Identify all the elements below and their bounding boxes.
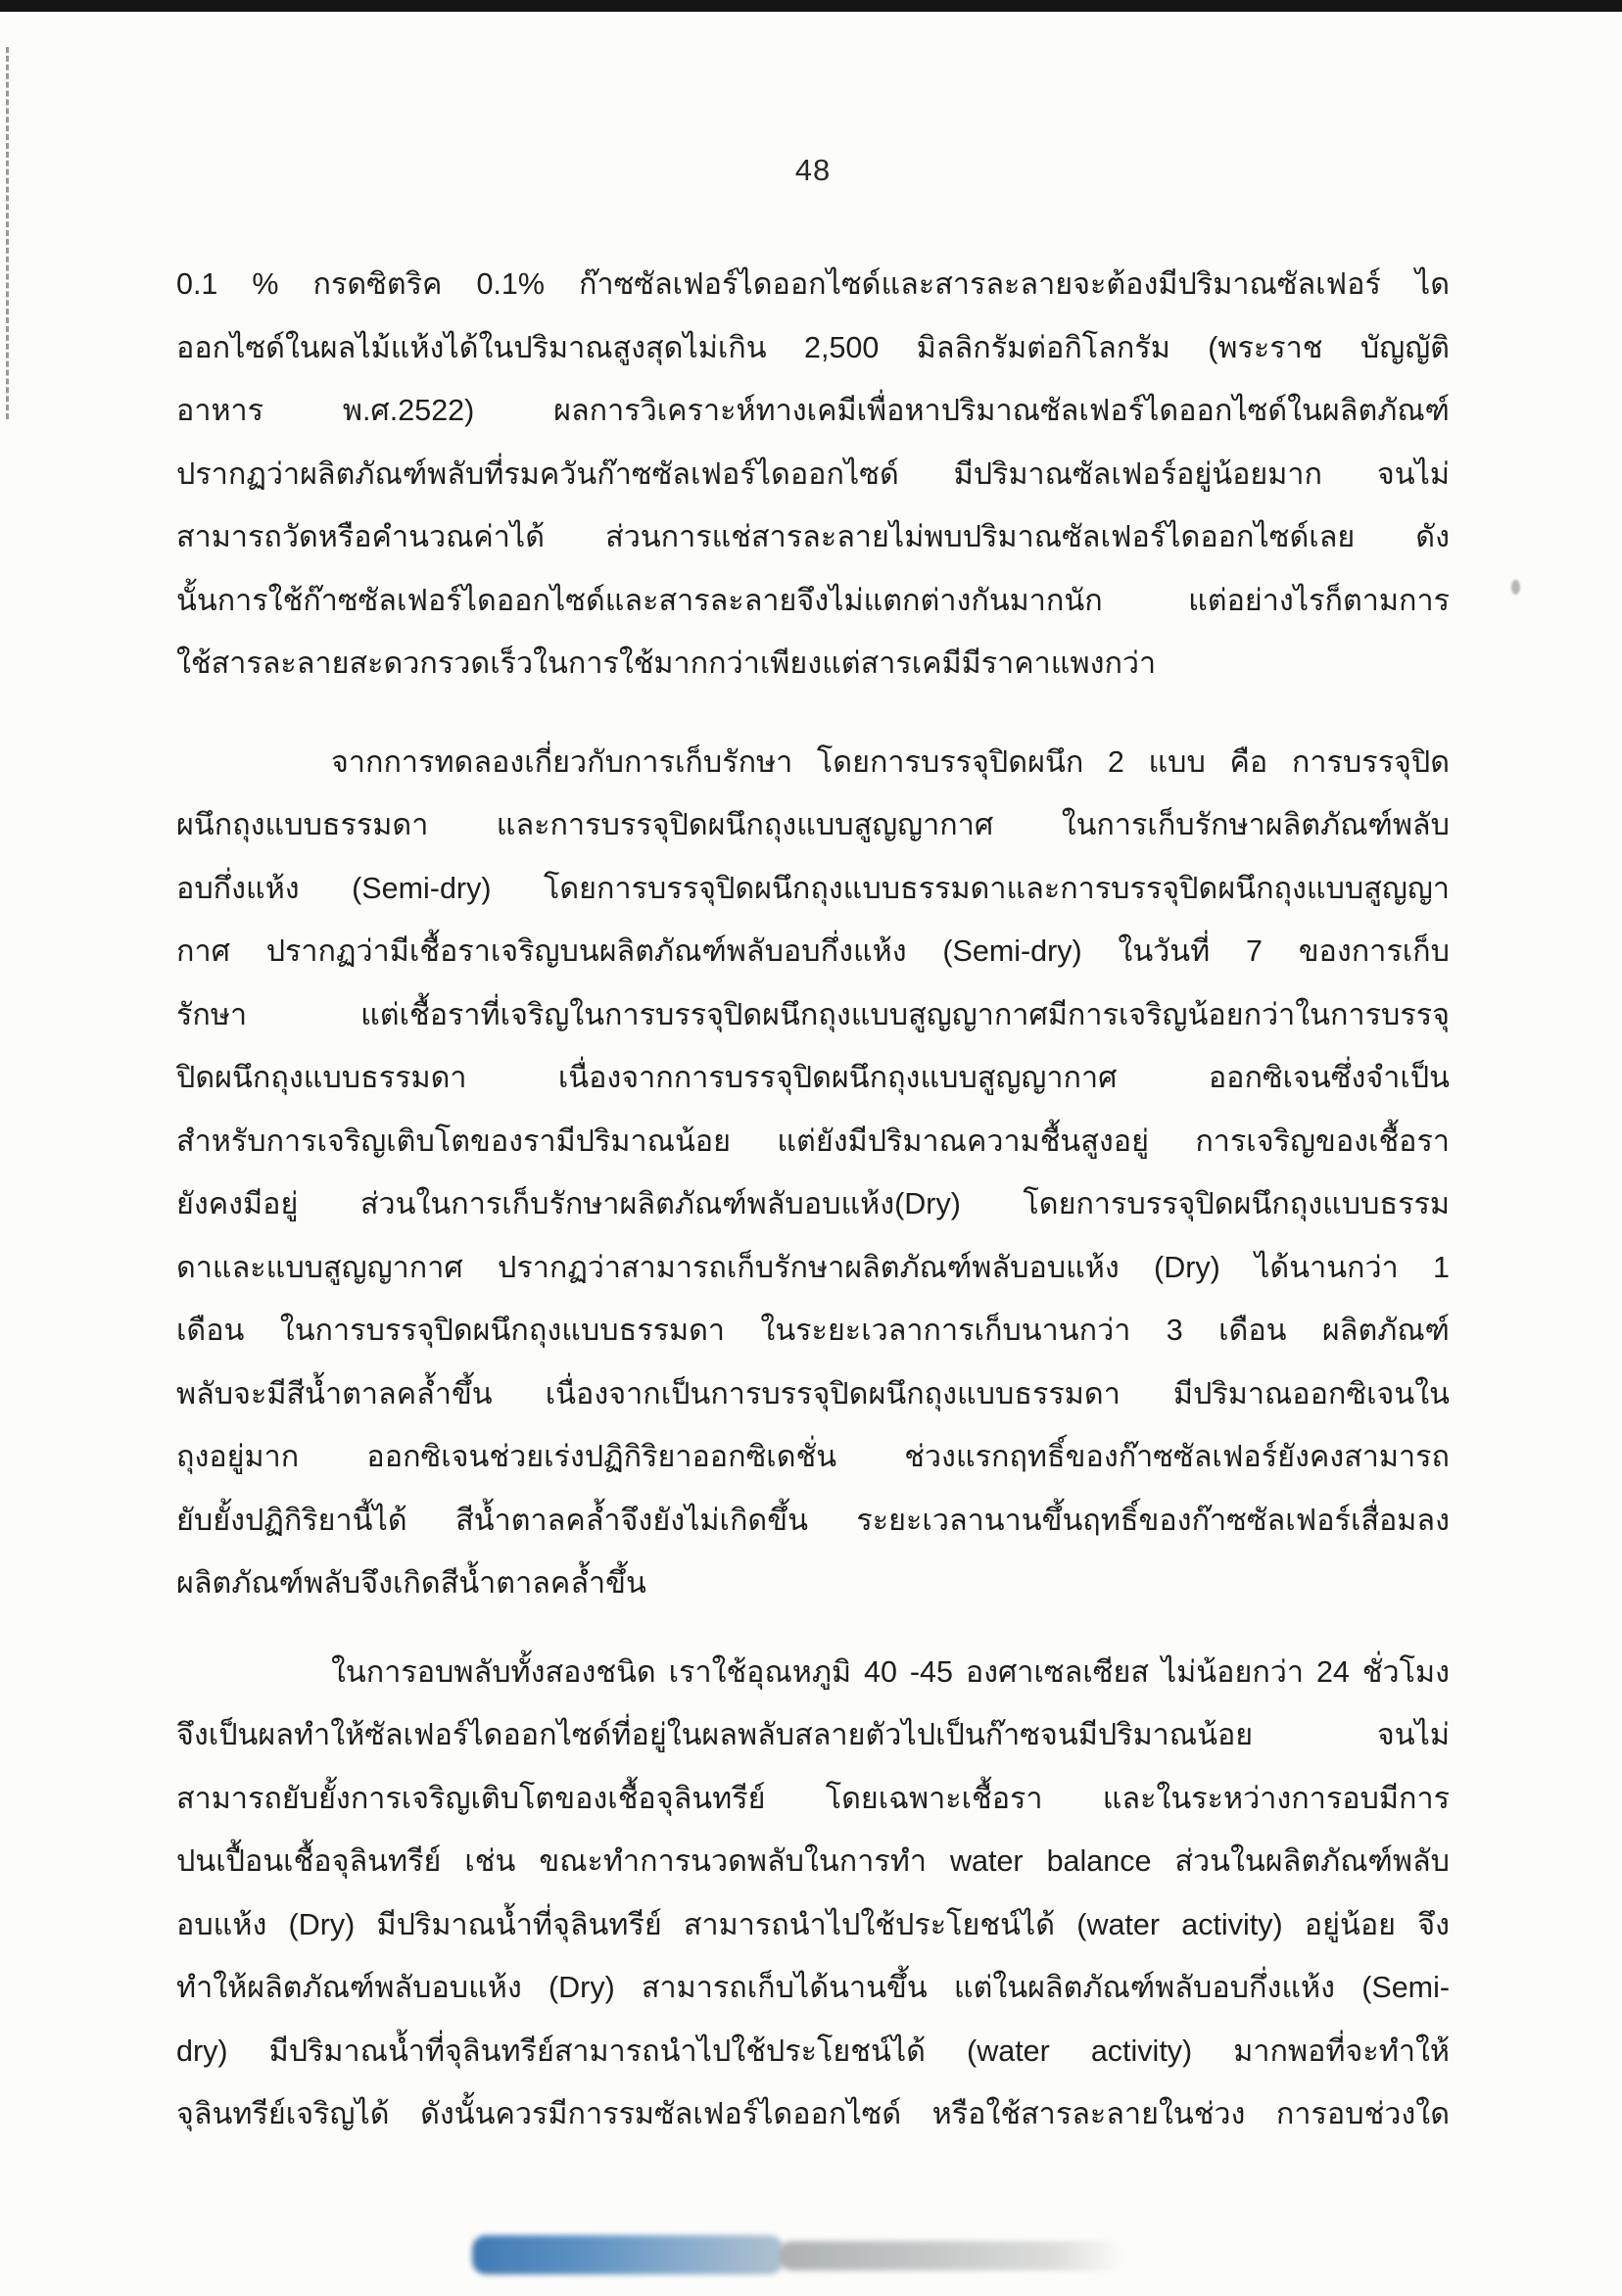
scan-smudge-gray-artifact	[780, 2241, 1124, 2271]
text-line: 0.1 % กรดซิตริค 0.1% ก๊าซซัลเฟอร์ไดออกไซด์และสารละลายจะต้องมีปริมาณซัลเฟอร์ ได	[176, 267, 1450, 301]
scan-smudge-blue-artifact	[472, 2235, 784, 2274]
paragraph-2	[176, 731, 1450, 1615]
text-line: กาศ ปรากฏว่ามีเชื้อราเจริญบนผลิตภัณฑ์พลับอบกึ่งแห้ง (Semi-dry) ในวันที่ 7 ของการเก็บ	[176, 934, 1450, 968]
text-line: จึงเป็นผลทำให้ซัลเฟอร์ไดออกไซด์ที่อยู่ในผลพลับสลายตัวไปเป็นก๊าซจนมีปริมาณน้อย จนไม่	[176, 1718, 1450, 1751]
text-line: รักษา แต่เชื้อราที่เจริญในการบรรจุปิดผนึกถุงแบบสูญญากาศมีการเจริญน้อยกว่าในการบรรจุ	[176, 997, 1450, 1031]
text-block	[176, 253, 1450, 2146]
text-line: อบแห้ง (Dry) มีปริมาณน้ำที่จุลินทรีย์ สามารถนำไปใช้ประโยชน์ได้ (water activity) อยู่น้อย จึง	[176, 1907, 1450, 1941]
text-line: อบกึ่งแห้ง (Semi-dry) โดยการบรรจุปิดผนึกถุงแบบธรรมดาและการบรรจุปิดผนึกถุงแบบสูญญา	[176, 871, 1450, 905]
text-line: จากการทดลองเกี่ยวกับการเก็บรักษา โดยการบรรจุปิดผนึก 2 แบบ คือ การบรรจุปิด	[331, 744, 1450, 779]
text-line: จุลินทรีย์เจริญได้ ดังนั้นควรมีการรมซัลเฟอร์ไดออกไซด์ หรือใช้สารละลายในช่วง การอบช่วงใด	[176, 2097, 1450, 2130]
paragraph-1	[176, 253, 1450, 695]
scan-speck-artifact	[1511, 580, 1520, 595]
text-line: สำหรับการเจริญเติบโตของรามีปริมาณน้อย แต่ยังมีปริมาณความชื้นสูงอยู่ การเจริญของเชื้อรา	[176, 1124, 1450, 1158]
text-line: ออกไซด์ในผลไม้แห้งได้ในปริมาณสูงสุดไม่เกิน 2,500 มิลลิกรัมต่อกิโลกรัม (พระราช บัญญัติ	[176, 330, 1450, 364]
paragraph-3	[176, 1641, 1450, 2146]
text-line: ผนึกถุงแบบธรรมดา และการบรรจุปิดผนึกถุงแบบสูญญากาศ ในการเก็บรักษาผลิตภัณฑ์พลับ	[176, 808, 1450, 841]
text-line: อาหาร พ.ศ.2522) ผลการวิเคราะห์ทางเคมีเพื่อหาปริมาณซัลเฟอร์ไดออกไซด์ในผลิตภัณฑ์	[176, 394, 1450, 427]
text-line: สามารถวัดหรือคำนวณค่าได้ ส่วนการแช่สารละลายไม่พบปริมาณซัลเฟอร์ไดออกไซด์เลย ดัง	[176, 520, 1450, 553]
text-line: พลับจะมีสีน้ำตาลคล้ำขึ้น เนื่องจากเป็นการบรรจุปิดผนึกถุงแบบธรรมดา มีปริมาณออกซิเจนใน	[176, 1376, 1450, 1411]
text-line: dry) มีปริมาณน้ำที่จุลินทรีย์สามารถนำไปใช้ประโยชน์ได้ (water activity) มากพอที่จะทำให้	[176, 2033, 1450, 2068]
text-line: ในการอบพลับทั้งสองชนิด เราใช้อุณหภูมิ 40 -45 องศาเซลเซียส ไม่น้อยกว่า 24 ชั่วโมง	[331, 1654, 1450, 1689]
text-line: ยังคงมีอยู่ ส่วนในการเก็บรักษาผลิตภัณฑ์พลับอบแห้ง(Dry) โดยการบรรจุปิดผนึกถุงแบบธรรม	[176, 1187, 1450, 1220]
text-line: ปิดผนึกถุงแบบธรรมดา เนื่องจากการบรรจุปิดผนึกถุงแบบสูญญากาศ ออกซิเจนซึ่งจำเป็น	[176, 1061, 1450, 1094]
text-line: ปนเปื้อนเชื้อจุลินทรีย์ เช่น ขณะทำการนวดพลับในการทำ water balance ส่วนในผลิตภัณฑ์พลับ	[176, 1844, 1450, 1878]
scan-top-edge-artifact	[0, 0, 1622, 12]
text-line: สามารถยับยั้งการเจริญเติบโตของเชื้อจุลินทรีย์ โดยเฉพาะเชื้อรา และในระหว่างการอบมีการ	[176, 1781, 1450, 1815]
text-line: นั้นการใช้ก๊าซซัลเฟอร์ไดออกไซด์และสารละลายจึงไม่แตกต่างกันมากนัก แต่อย่างไรก็ตามการ	[176, 583, 1450, 617]
page-number: 48	[794, 153, 832, 187]
text-line: ทำให้ผลิตภัณฑ์พลับอบแห้ง (Dry) สามารถเก็บได้นานขึ้น แต่ในผลิตภัณฑ์พลับอบกึ่งแห้ง (Semi-	[176, 1971, 1450, 2004]
text-line: ใช้สารละลายสะดวกรวดเร็วในการใช้มากกว่าเพียงแต่สารเคมีมีราคาแพงกว่า	[176, 646, 1157, 680]
text-line: เดือน ในการบรรจุปิดผนึกถุงแบบธรรมดา ในระยะเวลาการเก็บนานกว่า 3 เดือน ผลิตภัณฑ์	[176, 1314, 1450, 1347]
scan-left-dash-artifact	[6, 47, 9, 419]
text-line: ผลิตภัณฑ์พลับจึงเกิดสีน้ำตาลคล้ำขึ้น	[176, 1566, 646, 1600]
text-line: ปรากฏว่าผลิตภัณฑ์พลับที่รมควันก๊าซซัลเฟอร์ไดออกไซด์ มีปริมาณซัลเฟอร์อยู่น้อยมาก จนไม่	[176, 456, 1450, 491]
text-line: ถุงอยู่มาก ออกซิเจนช่วยเร่งปฏิกิริยาออกซิเดชั่น ช่วงแรกฤทธิ์ของก๊าซซัลเฟอร์ยังคงสามารถ	[176, 1440, 1450, 1473]
text-line: ยับยั้งปฏิกิริยานี้ได้ สีน้ำตาลคล้ำจึงยังไม่เกิดขึ้น ระยะเวลานานขึ้นฤทธิ์ของก๊าซซัลเฟอร์เสื่อมลง	[176, 1503, 1450, 1537]
text-line: ดาและแบบสูญญากาศ ปรากฏว่าสามารถเก็บรักษาผลิตภัณฑ์พลับอบแห้ง (Dry) ได้นานกว่า 1	[176, 1250, 1450, 1284]
